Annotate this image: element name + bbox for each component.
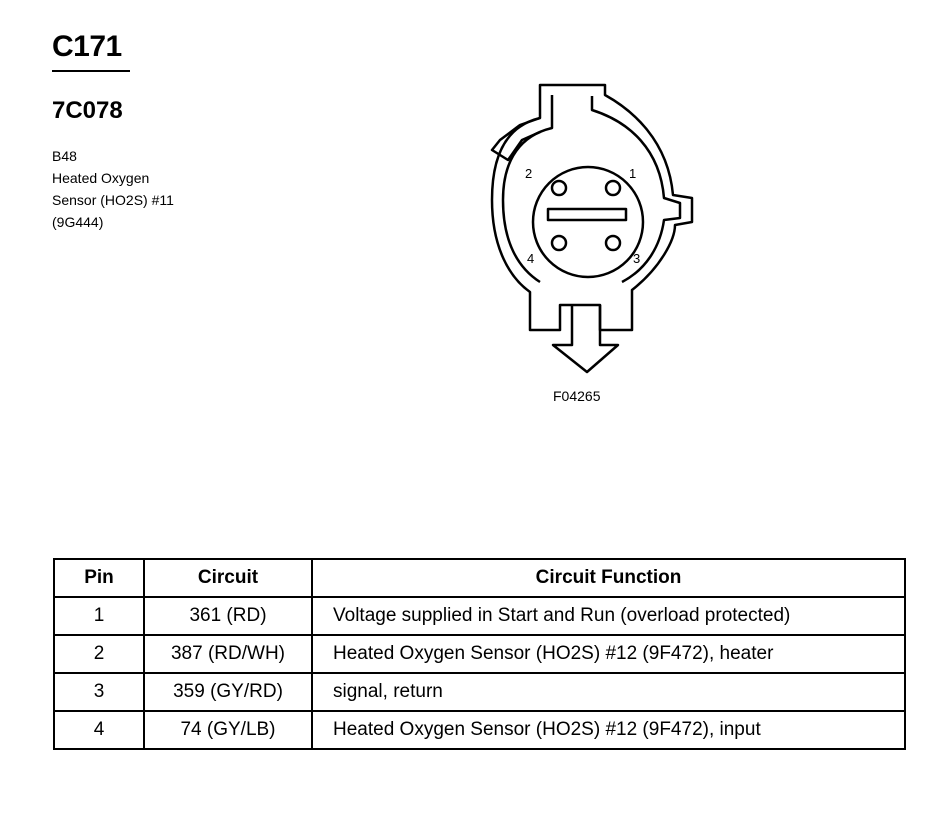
cell-function: signal, return bbox=[312, 673, 905, 711]
header-circuit-function: Circuit Function bbox=[312, 559, 905, 597]
connector-face-diagram bbox=[480, 75, 720, 385]
description-line: (9G444) bbox=[52, 214, 104, 230]
pinout-table bbox=[53, 558, 906, 750]
cell-function: Heated Oxygen Sensor (HO2S) #12 (9F472), heater bbox=[312, 635, 905, 673]
table-row bbox=[54, 635, 905, 673]
key-slot bbox=[548, 209, 626, 220]
connector-id: C171 bbox=[52, 30, 122, 63]
connector-description bbox=[52, 145, 174, 233]
locking-tab bbox=[492, 118, 540, 160]
connector-face-circle bbox=[533, 167, 643, 277]
connector-shell-outline bbox=[492, 85, 692, 330]
description-line: Heated Oxygen bbox=[52, 170, 150, 186]
cell-circuit: 387 (RD/WH) bbox=[144, 635, 312, 673]
cell-circuit: 361 (RD) bbox=[144, 597, 312, 635]
part-number: 7C078 bbox=[52, 97, 123, 124]
pin-label-1: 1 bbox=[629, 166, 637, 181]
pin-label-3: 3 bbox=[633, 251, 641, 266]
figure-id: F04265 bbox=[553, 388, 601, 404]
pin-label-4: 4 bbox=[527, 251, 535, 266]
terminal-hole-3 bbox=[606, 236, 620, 250]
pin-label-2: 2 bbox=[525, 166, 533, 181]
cell-pin: 4 bbox=[54, 711, 144, 749]
header-pin: Pin bbox=[54, 559, 144, 597]
description-line: Sensor (HO2S) #11 bbox=[52, 192, 174, 208]
table-row bbox=[54, 597, 905, 635]
terminal-hole-2 bbox=[552, 181, 566, 195]
cell-pin: 3 bbox=[54, 673, 144, 711]
description-line: B48 bbox=[52, 148, 77, 164]
cell-function: Heated Oxygen Sensor (HO2S) #12 (9F472), input bbox=[312, 711, 905, 749]
cell-circuit: 74 (GY/LB) bbox=[144, 711, 312, 749]
cell-pin: 1 bbox=[54, 597, 144, 635]
table-row bbox=[54, 711, 905, 749]
terminal-hole-1 bbox=[606, 181, 620, 195]
cell-pin: 2 bbox=[54, 635, 144, 673]
terminal-hole-4 bbox=[552, 236, 566, 250]
cell-circuit: 359 (GY/RD) bbox=[144, 673, 312, 711]
table-row bbox=[54, 673, 905, 711]
cell-function: Voltage supplied in Start and Run (overload protected) bbox=[312, 597, 905, 635]
header-circuit: Circuit bbox=[144, 559, 312, 597]
title-underline bbox=[52, 70, 130, 72]
table-header-row bbox=[54, 559, 905, 597]
wire-exit-arrow bbox=[553, 305, 618, 372]
